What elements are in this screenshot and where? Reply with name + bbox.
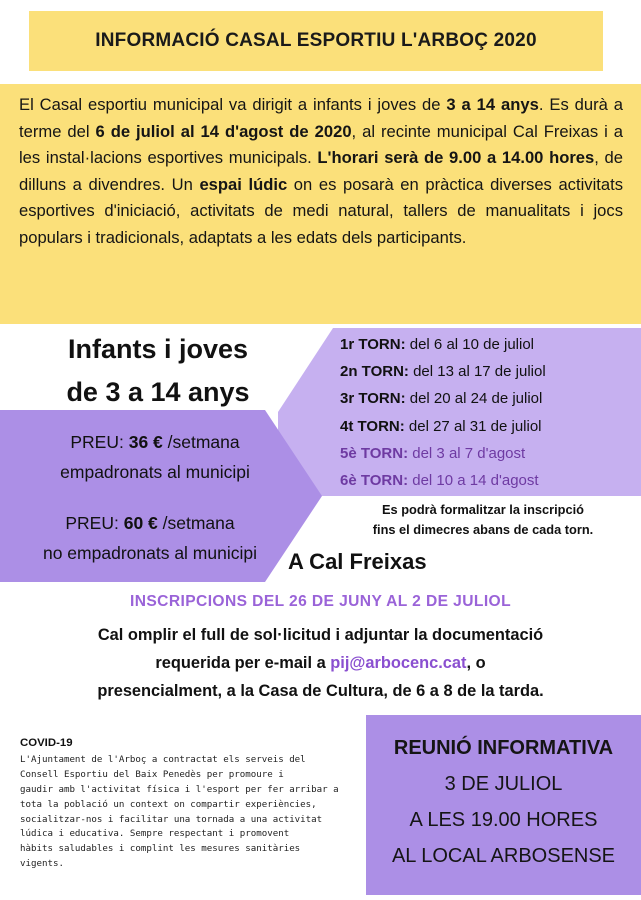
covid-heading: COVID-19 [20,737,73,749]
price-non-resident-line: PREU: 60 € /setmana [65,513,235,533]
registration-instructions [0,621,641,705]
covid-line: vigents. [20,859,64,870]
covid-line: lúdica i educativa. Sempre respectant i promovent [20,829,290,840]
intro-text-3: , al recinte municipal Cal Freixas i a les instal·lacions esportives municipals. [19,121,623,168]
intro-paragraph [0,84,641,252]
intro-text-4: , de dilluns a divendres. Un [19,148,623,194]
page-title: INFORMACIÓ CASAL ESPORTIU L'ARBOÇ 2020 [95,30,537,51]
covid-line: Consell Esportiu del Baix Penedès per promoure i [20,769,284,780]
price-resident-note: empadronats al municipi [60,462,250,482]
covid-line: gaudir amb l'activitat física i l'esport per fer arribar a [20,784,339,795]
price-resident-amount: 36 € [128,432,163,452]
meeting-heading: REUNIÓ INFORMATIVA [393,737,614,759]
intro-schedule: L'horari serà de 9.00 a 14.00 hores [317,148,595,168]
title-banner [29,11,603,71]
audience-line-1: Infants i joves [67,334,249,364]
covid-line: L'Ajuntament de l'Arboç a contractat els serveis del [20,754,306,765]
torn-item: 6è TORN: del 10 a 14 d'agost [340,472,539,490]
torn-item: 1r TORN: del 6 al 10 de juliol [340,336,535,353]
meeting-date: 3 DE JULIOL [444,773,563,795]
intro-text-1: El Casal esportiu municipal va dirigit a infants i joves de [19,95,447,114]
torn-item: 2n TORN: del 13 al 17 de juliol [340,363,546,381]
price-resident-line: PREU: 36 € /setmana [70,432,240,452]
email-link[interactable]: pij@arbocenc.cat [330,654,467,672]
intro-text-2: . Es durà a terme del [19,95,623,141]
torn-item: 4t TORN: del 27 al 31 de juliol [340,417,542,435]
covid-line: hàbits saludables i complint les mesures sanitàries [20,844,301,855]
price-non-resident-note: no empadronats al municipi [42,543,257,563]
torns-list [340,331,546,494]
deadline-line-2: fins el dimecres abans de cada torn. [372,522,594,537]
intro-dates: 6 de juliol al 14 d'agost de 2020 [95,121,352,141]
deadline-line-1: Es podrà formalitzar la inscripció [382,502,584,517]
intro-play-space: espai lúdic [199,174,288,194]
instructions-line-3: presencialment, a la Casa de Cultura, de 6 a 8 de la tarda. [97,682,544,700]
intro-text-5: on es posarà en pràctica diverses activitats esportives d'iniciació, activitats de medi natural, tallers de manualitats i jocs populars i tradicionals, adaptats a les edats dels participants. [19,174,624,247]
instructions-line-1: Cal omplir el full de sol·licitud i adjuntar la documentació [97,626,544,644]
intro-age-range: 3 a 14 anys [446,95,539,114]
covid-section [20,736,353,872]
audience-heading [0,328,300,414]
instructions-line-2: requerida per e-mail a pij@arbocenc.cat, o [155,654,486,672]
intro-section [0,84,641,324]
registration-period: INSCRIPCIONS DEL 26 DE JUNY AL 2 DE JULIOL [129,593,512,610]
audience-line-2: de 3 a 14 anys [66,377,250,407]
meeting-place: AL LOCAL ARBOSENSE [391,845,616,867]
meeting-time: A LES 19.00 HORES [409,809,598,831]
registration-deadline-note [330,500,636,540]
venue-label: A Cal Freixas [288,549,427,574]
torn-item: 3r TORN: del 20 al 24 de juliol [340,390,543,408]
price-non-resident-amount: 60 € [123,513,158,533]
price-resident [0,427,310,487]
covid-line: tota la població un context on compartir experiències, [20,799,317,810]
covid-line: socialitzar-nos i facilitar una tornada a una activitat [20,814,323,825]
torn-item: 5è TORN: del 3 al 7 d'agost [340,444,526,462]
info-meeting-box [366,715,641,895]
price-non-resident [0,508,300,568]
